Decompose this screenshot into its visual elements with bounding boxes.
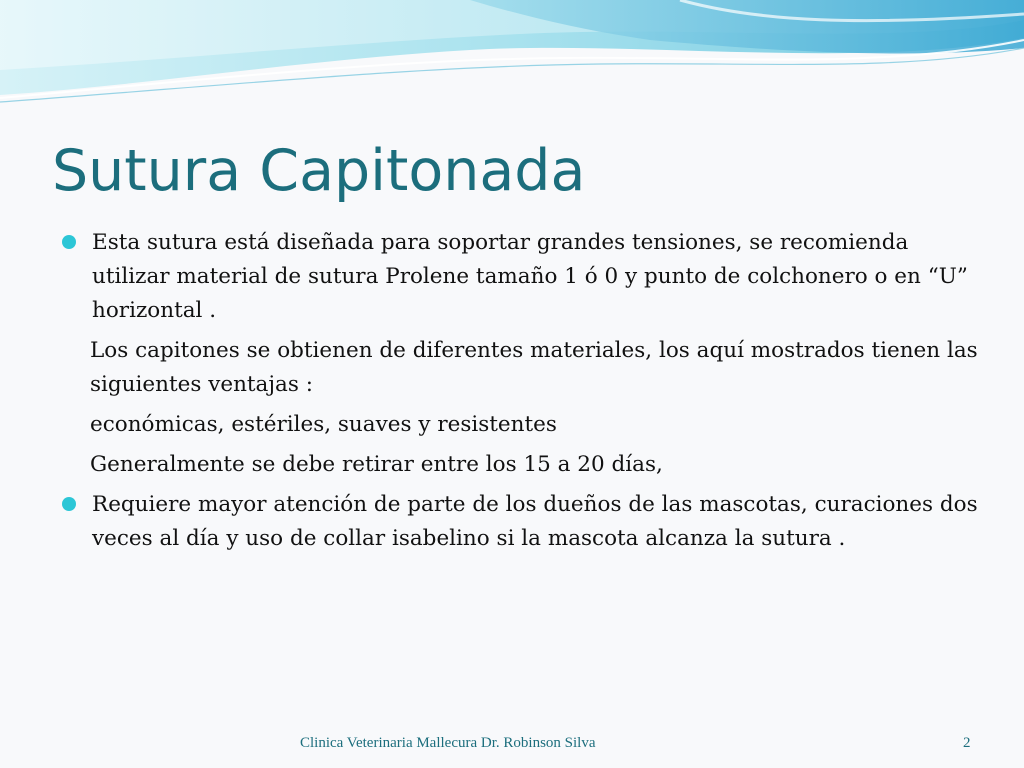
paragraph-text: económicas, estériles, suaves y resistentes	[90, 412, 557, 437]
slide-title: Sutura Capitonada	[52, 138, 586, 204]
paragraph-text: Los capitones se obtienen de diferentes materiales, los aquí mostrados tienen las siguientes ventajas :	[90, 338, 978, 397]
footer-text: Clinica Veterinaria Mallecura Dr. Robinson Silva	[300, 735, 596, 751]
paragraph-text: Generalmente se debe retirar entre los 15 a 20 días,	[90, 452, 663, 477]
paragraph	[58, 334, 978, 402]
bullet-paragraph	[58, 488, 978, 556]
paragraph	[58, 408, 978, 442]
bullet-paragraph	[58, 226, 978, 328]
bullet-dot-icon	[62, 235, 76, 249]
paragraph-text: Requiere mayor atención de parte de los dueños de las mascotas, curaciones dos veces al día y uso de collar isabelino si la mascota alcanza la sutura .	[92, 492, 978, 551]
wave-header-decoration	[0, 0, 1024, 120]
bullet-dot-icon	[62, 497, 76, 511]
slide-content	[58, 226, 978, 562]
paragraph-text: Esta sutura está diseñada para soportar grandes tensiones, se recomienda utilizar material de sutura Prolene tamaño 1 ó 0 y punto de colchonero o en “U” horizontal .	[92, 230, 968, 323]
page-number: 2	[963, 735, 971, 751]
paragraph	[58, 448, 978, 482]
